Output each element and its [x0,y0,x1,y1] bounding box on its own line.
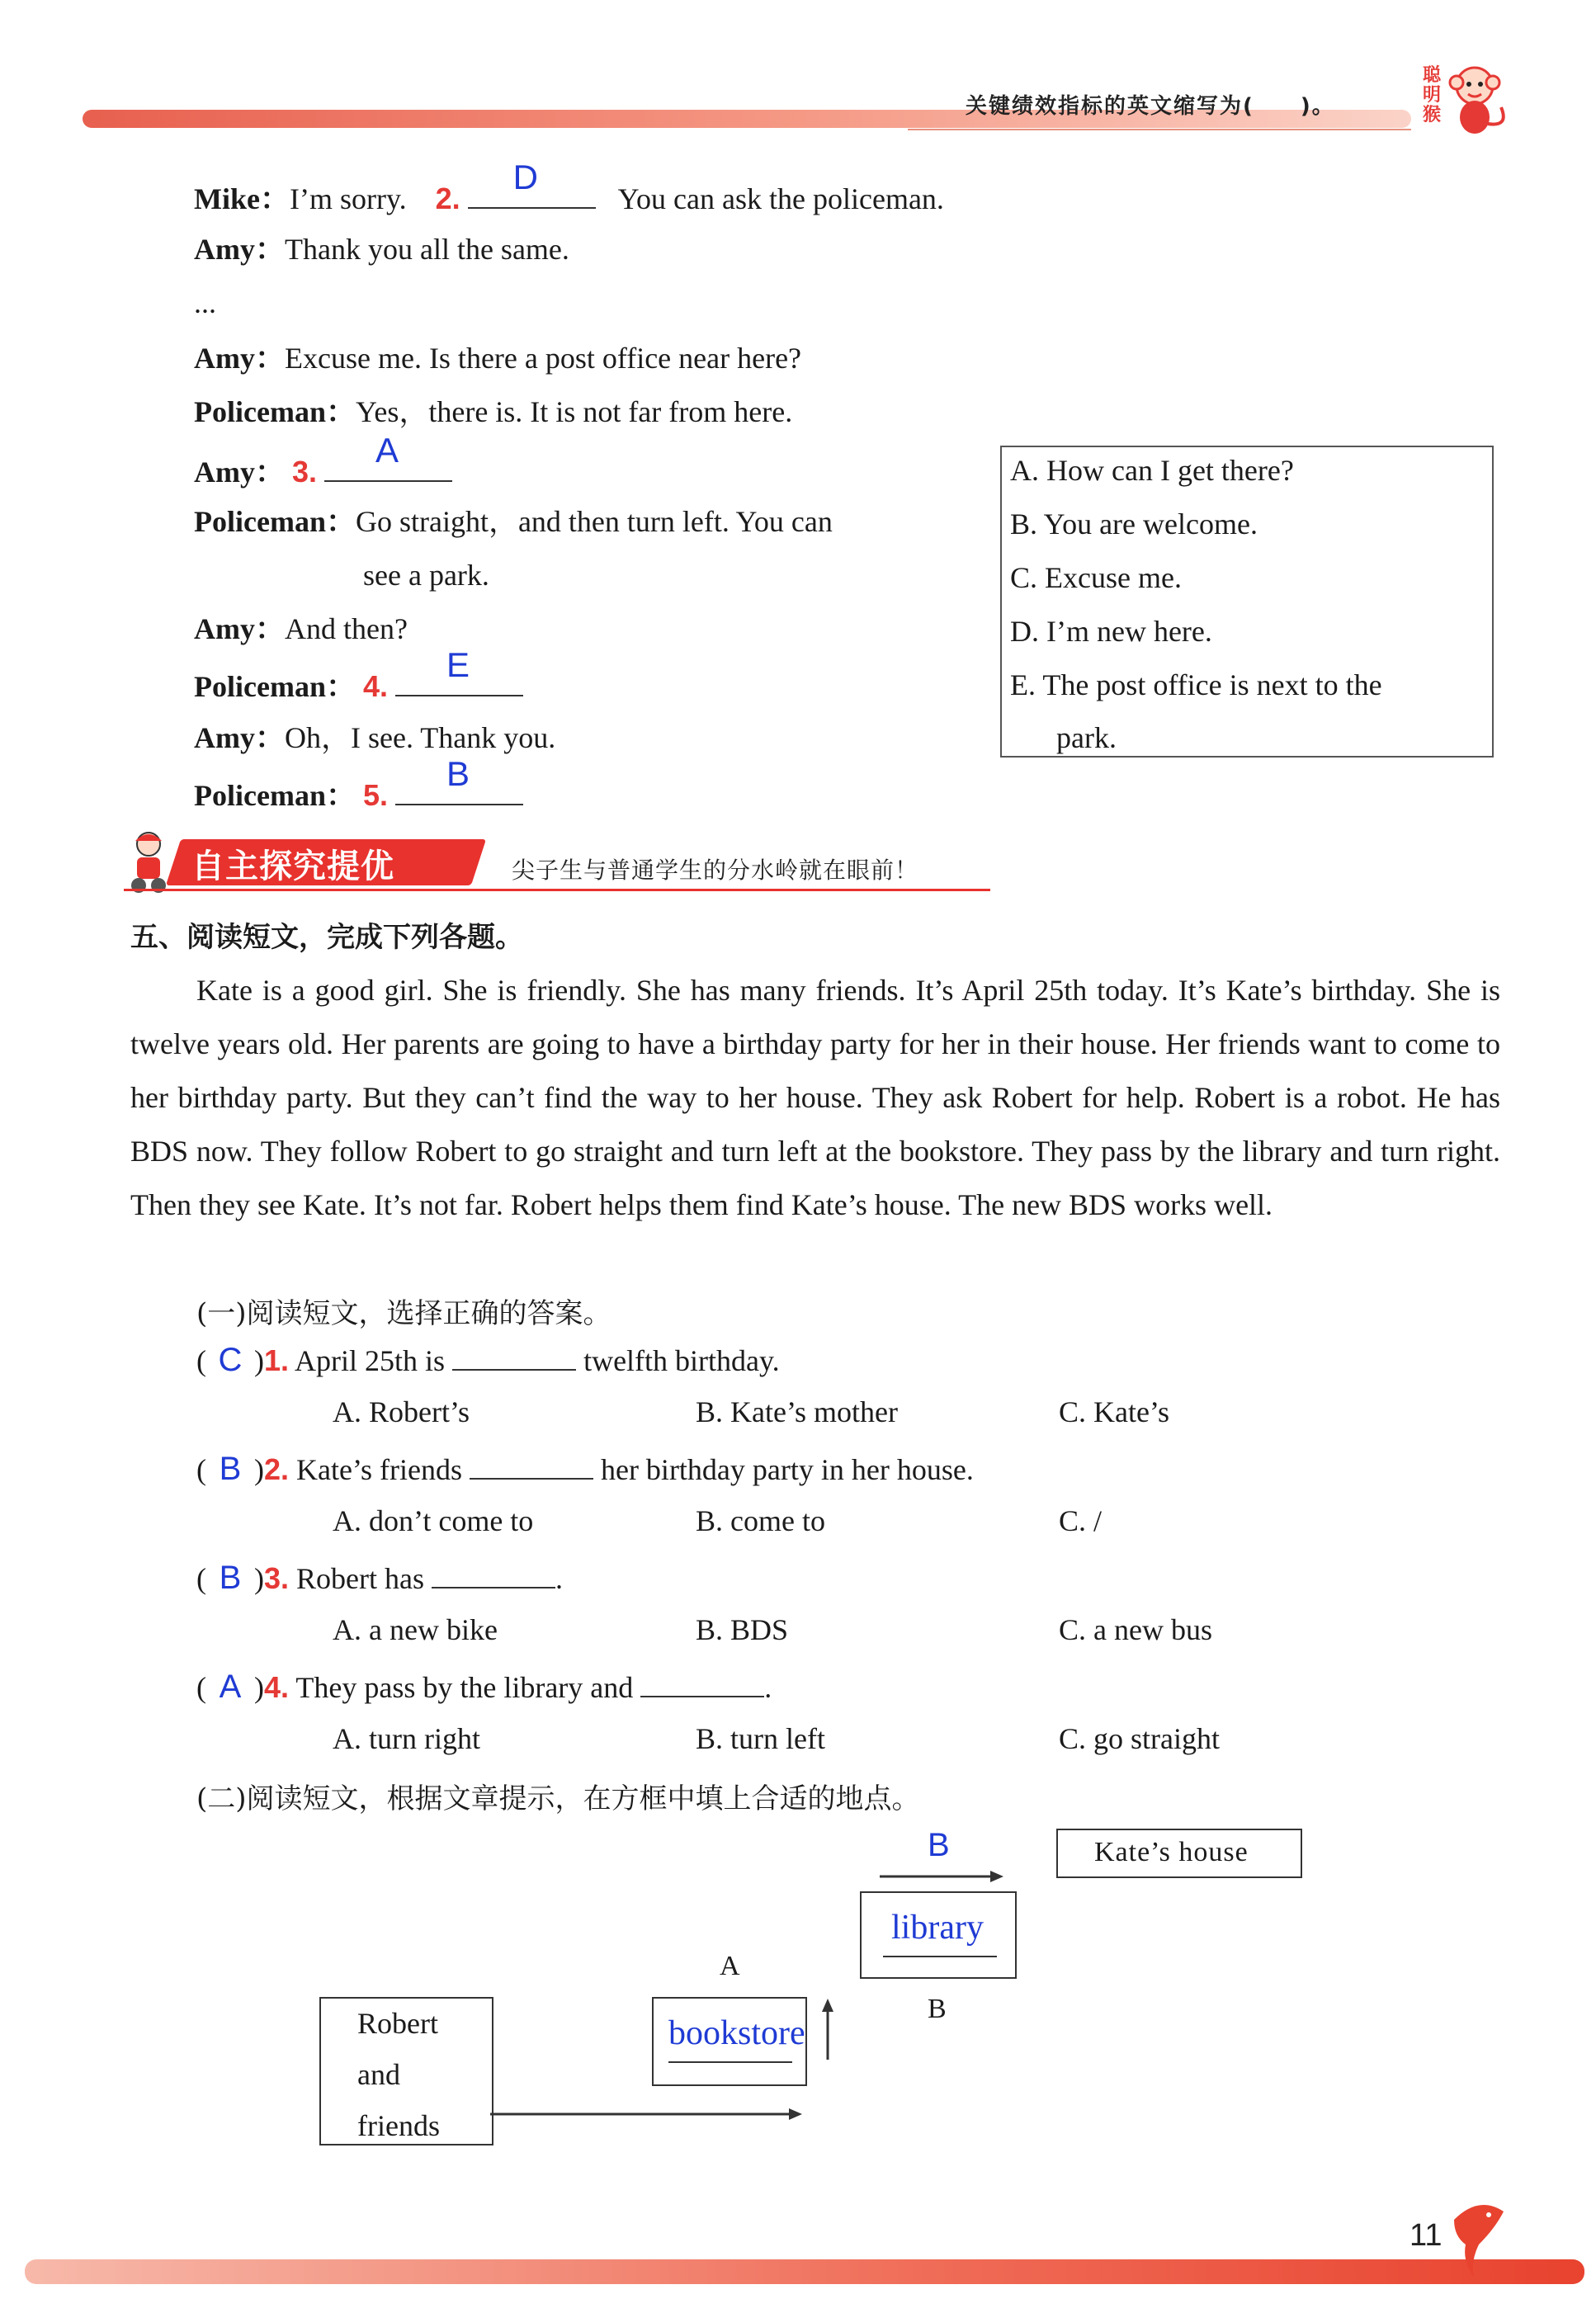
question-blank [432,1562,555,1588]
question-number: 2. [264,1452,290,1486]
banner-note: 尖子生与普通学生的分水岭就在眼前！ [512,857,919,884]
dialogue-text: You can ask the policeman. [617,182,944,215]
banner-title: 自主探究提优 [191,847,394,885]
map-label-b: B [928,1994,947,2024]
answer-q1[interactable]: C [218,1342,243,1378]
q4-option-b: B. turn left [696,1722,825,1755]
footer-bar [25,2259,1584,2284]
dialogue-line-6-cont: see a park. [363,559,489,592]
monkey-icon [1440,58,1514,140]
question-1: ( C )1. April 25th is twelfth birthday. [196,1342,780,1378]
dialogue-line-6 [194,503,833,540]
option-e-cont: park. [1056,721,1117,754]
speaker-amy: Amy： [194,233,285,266]
start-label: friends [357,2109,440,2142]
dialogue-text: And then? [285,612,408,645]
speaker-amy: Amy： [194,456,285,489]
route-arrow-2 [876,1867,1008,1886]
mascot-icon [124,829,173,895]
question-stem: Robert has [296,1562,424,1595]
dialogue-line-10 [194,754,523,814]
map-answer-b: library [891,1909,984,1947]
option-b: B. You are welcome. [1010,507,1258,540]
start-box [319,1997,493,2145]
dialogue-text: Go straight，and then turn left. You can [355,505,833,538]
question-stem: twelfth birthday. [583,1344,780,1377]
map-box-a[interactable] [652,1997,807,2086]
route-arrow-1 [487,2096,809,2129]
dialogue-line-8 [194,645,523,705]
speaker-amy: Amy： [194,342,285,375]
dialogue-line-7 [194,611,408,647]
q1-option-c: C. Kate’s [1059,1395,1169,1428]
map-answer-a: bookstore [668,2014,805,2052]
dialogue-line-3 [194,340,801,376]
answer-4: E [446,645,470,684]
end-label: Kate’s house [1094,1837,1249,1867]
part2-title: (二)阅读短文，根据文章提示，在方框中填上合适的地点。 [196,1782,920,1815]
dialogue-line-5 [194,431,452,490]
q2-option-a: A. don’t come to [333,1504,534,1537]
question-stem: . [764,1671,772,1704]
q3-option-a: A. a new bike [333,1613,498,1646]
side-label: 聪明猴 [1422,65,1441,125]
answer-line [668,2061,792,2063]
start-label: Robert [357,2007,438,2040]
reading-passage [130,964,1500,1232]
route-arrow-up [815,1997,840,2063]
map-box-end [1056,1829,1302,1878]
question-stem: her birthday party in her house. [600,1453,974,1486]
answer-blank-3[interactable] [324,431,452,482]
speaker-mike: Mike： [194,182,290,215]
question-number: 1. [264,1343,290,1377]
question-stem: They pass by the library and [295,1671,634,1704]
q4-option-a: A. turn right [333,1722,480,1755]
header-rule [908,129,1411,130]
answer-5: B [446,754,470,793]
answer-q3[interactable]: B [219,1560,242,1596]
question-blank [452,1344,576,1371]
answer-blank-2[interactable] [468,158,596,209]
question-4: ( A )4. They pass by the library and . [196,1669,772,1705]
question-2: ( B )2. Kate’s friends her birthday party in her house. [196,1451,974,1487]
dolphin-icon [1446,2195,1512,2286]
answer-q4[interactable]: A [219,1669,242,1705]
q2-option-c: C. / [1059,1504,1103,1537]
ellipsis: ... [194,286,216,319]
map-arrow-answer[interactable]: B [928,1827,950,1863]
answer-3: A [375,431,399,470]
question-stem: April 25th is [295,1344,446,1377]
speaker-amy: Amy： [194,721,285,754]
passage-text: Kate is a good girl. She is friendly. She has many friends. It’s April 25th today. It’s Kate’s birthday. She is twelve years old. Her parents are going to have a birthday party for her in their house. Her friends want to come to her birthday party. But they can’t find the way to her house. They ask Robert for help. Robert is a robot. He has BDS now. They follow Robert to go straight and turn left at the bookstore. They pass by the library and turn right. Then they see Kate. It’s not far. Robert helps them find Kate’s house. The new BDS works well. [130,974,1500,1221]
question-number: 2. [435,182,460,215]
dialogue-line-1 [194,158,944,217]
map-label-a: A [720,1951,740,1981]
header-question: 关键绩效指标的英文缩写为( )。 [966,94,1335,119]
map-box-b[interactable] [860,1891,1017,1979]
q4-option-c: C. go straight [1059,1722,1220,1755]
option-d: D. I’m new here. [1010,615,1212,648]
speaker-policeman: Policeman： [194,779,356,812]
answer-blank-5[interactable] [395,754,523,805]
dialogue-text: Yes，there is. It is not far from here. [355,395,793,428]
dialogue-line-4 [194,394,792,430]
q2-option-b: B. come to [696,1504,825,1537]
question-number: 5. [362,778,388,812]
dialogue-text: Thank you all the same. [285,233,569,266]
q3-option-b: B. BDS [696,1613,789,1646]
question-3: ( B )3. Robert has . [196,1560,563,1596]
speaker-amy: Amy： [194,612,285,645]
dialogue-text: Oh，I see. Thank you. [285,721,556,754]
q1-option-b: B. Kate’s mother [696,1395,898,1428]
question-blank [470,1453,593,1480]
answer-2: D [512,158,538,196]
answer-blank-4[interactable] [395,645,523,696]
options-box [1000,446,1494,758]
dialogue-line-9 [194,720,555,756]
question-stem: . [555,1562,563,1595]
answer-line [883,1956,997,1957]
speaker-policeman: Policeman： [194,395,356,428]
dialogue-text: I’m sorry. [289,182,407,215]
banner-rule [124,889,990,891]
answer-q2[interactable]: B [219,1451,242,1487]
q1-option-a: A. Robert’s [333,1395,470,1428]
question-number: 3. [264,1561,290,1595]
q3-option-c: C. a new bus [1059,1613,1212,1646]
speaker-policeman: Policeman： [194,505,356,538]
option-a: A. How can I get there? [1010,454,1294,487]
dialogue-line-2 [194,231,569,267]
section-title: 五、阅读短文，完成下列各题。 [130,921,523,954]
question-stem: Kate’s friends [296,1453,462,1486]
question-number: 4. [264,1670,290,1704]
option-e: E. The post office is next to the [1010,668,1382,701]
page-number: 11 [1409,2218,1443,2253]
option-c: C. Excuse me. [1010,561,1182,594]
part1-title: (一)阅读短文，选择正确的答案。 [196,1297,611,1330]
speaker-policeman: Policeman： [194,670,356,703]
start-label: and [357,2058,400,2091]
dialogue-text: Excuse me. Is there a post office near here? [285,342,802,375]
question-number: 4. [362,669,388,703]
question-number: 3. [292,455,318,489]
question-blank [640,1671,764,1697]
